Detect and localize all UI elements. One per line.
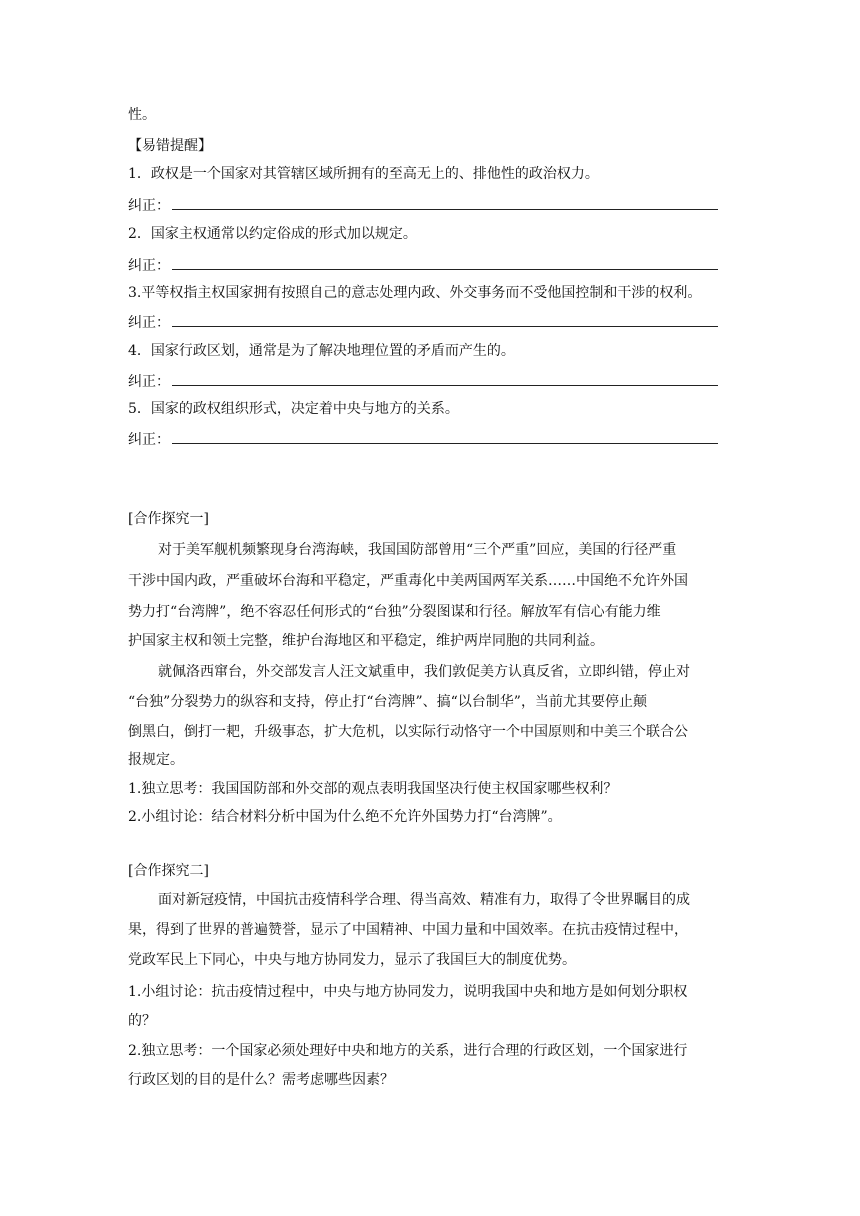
correction-label: 纠正： [128, 258, 170, 274]
coop2-question-1-cont: 的？ [128, 1013, 156, 1029]
answer-blank[interactable] [172, 195, 718, 210]
coop1-para2-line: “台独”分裂势力的纵容和支持，停止打“台湾牌”、搞“以台制华”，当前尤其要停止颠 [128, 694, 647, 710]
coop2-question-1: 1.小组讨论：抗击疫情过程中，中央与地方协同发力，说明我国中央和地方是如何划分职权 [128, 984, 688, 1000]
coop2-para-line: 面对新冠疫情，中国抗击疫情科学合理、得当高效、精准有力，取得了令世界瞩目的成 [158, 892, 690, 908]
coop1-para2-line: 就佩洛西窜台，外交部发言人汪文斌重申，我们敦促美方认真反省，立即纠错，停止对 [158, 664, 690, 680]
error-item-4: 4．国家行政区划，通常是为了解决地理位置的矛盾而产生的。 [128, 343, 515, 359]
correction-label: 纠正： [128, 374, 170, 390]
correction-line-3 [128, 312, 718, 333]
answer-blank[interactable] [172, 312, 718, 327]
error-item-1: 1．政权是一个国家对其管辖区域所拥有的至高无上的、排他性的政治权力。 [128, 166, 599, 182]
coop2-para-line: 果，得到了世界的普遍赞誉，显示了中国精神、中国力量和中国效率。在抗击疫情过程中， [128, 922, 688, 938]
coop1-para1-line: 对于美军舰机频繁现身台湾海峡，我国国防部曾用“三个严重”回应，美国的行径严重 [158, 542, 677, 558]
answer-blank[interactable] [172, 255, 718, 270]
error-item-2: 2．国家主权通常以约定俗成的形式加以规定。 [128, 226, 417, 242]
correction-label: 纠正： [128, 198, 170, 214]
error-reminder-heading: 【易错提醒】 [128, 138, 212, 154]
correction-line-1 [128, 195, 718, 216]
coop1-para2-line: 倒黑白，倒打一耙，升级事态，扩大危机，以实际行动恪守一个中国原则和中美三个联合公 [128, 724, 688, 740]
coop2-para-line: 党政军民上下同心，中央与地方协同发力，显示了我国巨大的制度优势。 [128, 952, 576, 968]
coop1-para2-line: 报规定。 [128, 752, 184, 768]
coop1-para1-line: 护国家主权和领土完整，维护台海地区和平稳定，维护两岸同胞的共同利益。 [128, 633, 604, 649]
coop-inquiry-2-heading: [合作探究二] [128, 863, 209, 879]
coop1-question-2: 2.小组讨论：结合材料分析中国为什么绝不允许外国势力打“台湾牌”。 [128, 809, 562, 825]
coop2-question-2: 2.独立思考：一个国家必须处理好中央和地方的关系，进行合理的行政区划，一个国家进行 [128, 1043, 688, 1059]
coop1-para1-line: 干涉中国内政，严重破坏台海和平稳定，严重毒化中美两国两军关系……中国绝不允许外国 [128, 573, 688, 589]
correction-line-2 [128, 255, 718, 276]
correction-line-5 [128, 429, 718, 450]
correction-label: 纠正： [128, 432, 170, 448]
coop-inquiry-1-heading: [合作探究一] [128, 511, 209, 527]
coop2-question-2-cont: 行政区划的目的是什么？需考虑哪些因素？ [128, 1072, 394, 1088]
coop1-question-1: 1.独立思考：我国国防部和外交部的观点表明我国坚决行使主权国家哪些权利？ [128, 781, 618, 797]
error-item-5: 5．国家的政权组织形式，决定着中央与地方的关系。 [128, 401, 459, 417]
correction-line-4 [128, 371, 718, 392]
coop1-para1-line: 势力打“台湾牌”，绝不容忍任何形式的“台独”分裂图谋和行径。解放军有信心有能力维 [128, 604, 661, 620]
answer-blank[interactable] [172, 429, 718, 444]
answer-blank[interactable] [172, 371, 718, 386]
continued-text: 性。 [128, 107, 156, 123]
error-item-3: 3.平等权指主权国家拥有按照自己的意志处理内政、外交事务而不受他国控制和干涉的权利。 [128, 285, 702, 301]
correction-label: 纠正： [128, 315, 170, 331]
